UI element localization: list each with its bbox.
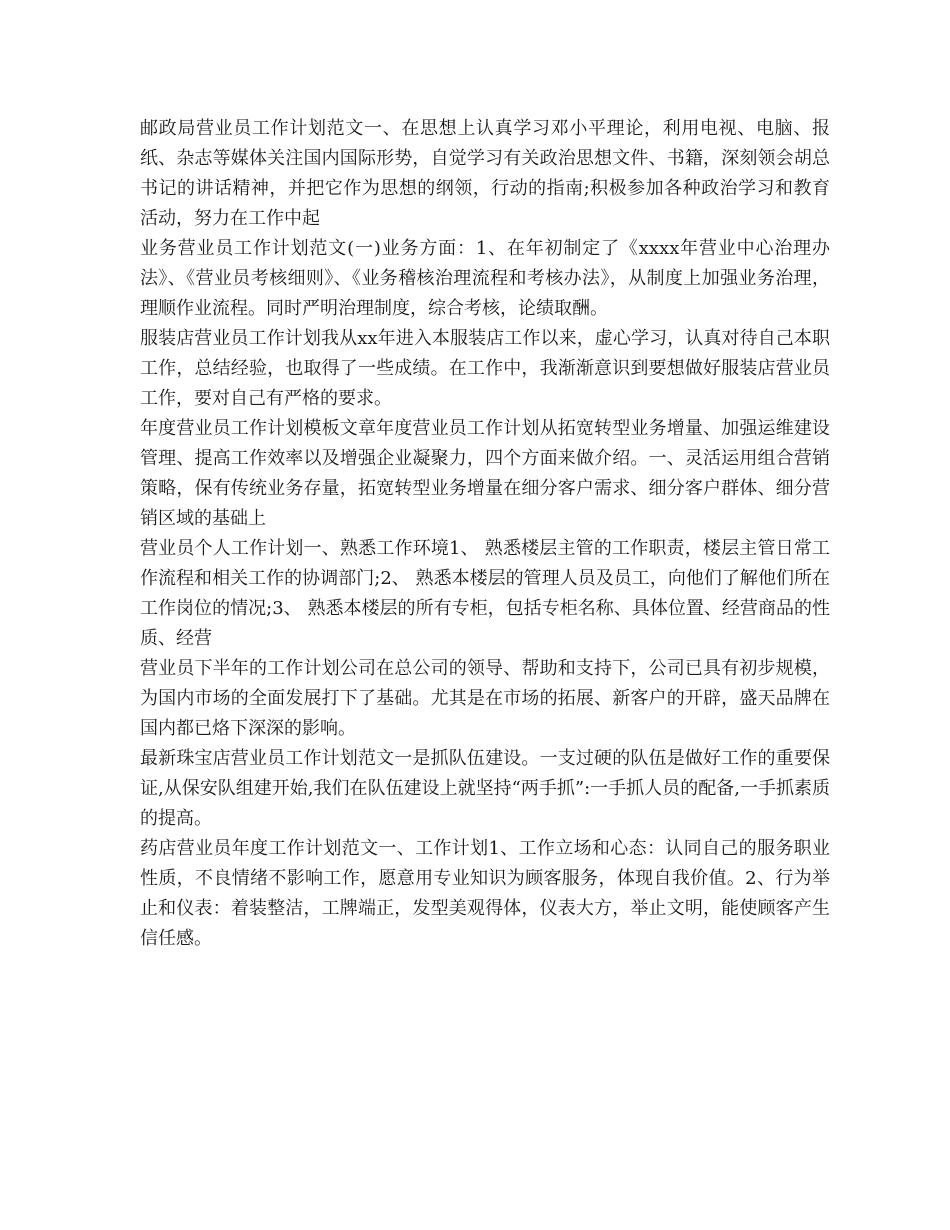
paragraph-annual-plan-template: 年度营业员工作计划模板文章年度营业员工作计划从拓宽转型业务增量、加强运维建设管理、提高工作效率以及增强企业凝聚力，四个方面来做介绍。一、灵活运用组合营销策略，保有传统业务存量，拓宽转型业务增量在细分客户需求、细分客户群体、细分营销区域的基础上 <box>140 418 830 529</box>
document-body <box>140 114 830 954</box>
paragraph-jewelry-store-plan: 最新珠宝店营业员工作计划范文一是抓队伍建设。一支过硬的队伍是做好工作的重要保证,从保安队组建开始,我们在队伍建设上就坚持“两手抓”:一手抓人员的配备,一手抓素质的提高。 <box>140 748 830 829</box>
paragraph-business-plan: 业务营业员工作计划范文(一)业务方面：1、在年初制定了《xxxx年营业中心治理办法》、《营业员考核细则》、《业务稽核治理流程和考核办法》，从制度上加强业务治理，理顺作业流程。同时严明治理制度，综合考核，论绩取酬。 <box>140 238 830 319</box>
paragraph-post-office-plan: 邮政局营业员工作计划范文一、在思想上认真学习邓小平理论，利用电视、电脑、报纸、杂志等媒体关注国内国际形势，自觉学习有关政治思想文件、书籍，深刻领会胡总书记的讲话精神，并把它作为思想的纲领，行动的指南;积极参加各种政治学习和教育活动，努力在工作中起 <box>140 118 830 229</box>
paragraph-clothing-store-plan: 服装店营业员工作计划我从xx年进入本服装店工作以来，虚心学习，认真对待自己本职工作，总结经验，也取得了一些成绩。在工作中，我渐渐意识到要想做好服装店营业员工作，要对自己有严格的要求。 <box>140 328 830 409</box>
paragraph-personal-plan: 营业员个人工作计划一、熟悉工作环境1、 熟悉楼层主管的工作职责，楼层主管日常工作流程和相关工作的协调部门;2、 熟悉本楼层的管理人员及员工，向他们了解他们所在工作岗位的情况;3、 熟悉本楼层的所有专柜，包括专柜名称、具体位置、经营商品的性质、经营 <box>140 538 830 649</box>
paragraph-pharmacy-plan: 药店营业员年度工作计划范文一、工作计划1、工作立场和心态：认同自己的服务职业性质，不良情绪不影响工作，愿意用专业知识为顾客服务，体现自我价值。2、行为举止和仪表：着装整洁，工牌端正，发型美观得体，仪表大方，举止文明，能使顾客产生信任感。 <box>140 838 830 949</box>
paragraph-second-half-plan: 营业员下半年的工作计划公司在总公司的领导、帮助和支持下，公司已具有初步规模，为国内市场的全面发展打下了基础。尤其是在市场的拓展、新客户的开辟，盛天品牌在国内都已烙下深深的影响。 <box>140 658 830 739</box>
